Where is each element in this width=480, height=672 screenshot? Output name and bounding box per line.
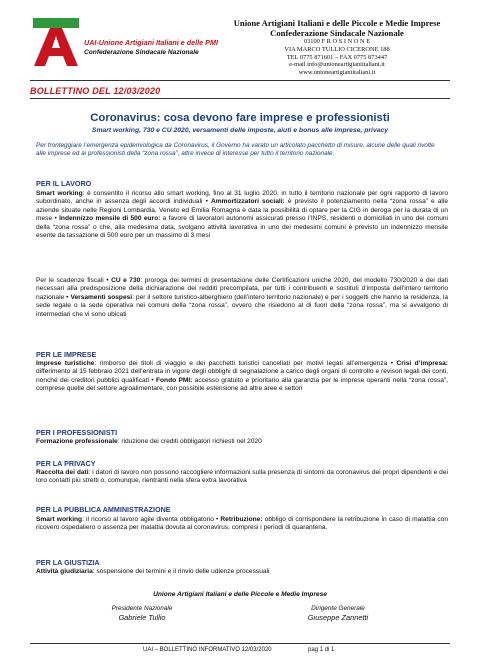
text: : il ricorso al lavoro agile diventa obbligatorio •: [82, 516, 221, 523]
section-heading-professionisti: PER I PROFESSIONISTI: [36, 428, 118, 437]
text: : i datori di lavoro non possono raccogliere informazioni sulla presenza di sintomi da coronavirus dei propri dipendenti e dei loro contatti più stretti o, comunque, rientranti nella sfera extra lavorativa: [36, 469, 448, 485]
keyword: Raccolta dei dati: [36, 469, 89, 476]
bulletin-divider: [30, 98, 450, 99]
privacy-paragraph: [36, 469, 448, 486]
org-city: 03100 F R O S I N O N E: [303, 38, 371, 45]
page-title: Coronavirus: cosa devono fare imprese e professionisti: [90, 112, 390, 124]
pa-paragraph: [36, 516, 448, 533]
org-title: Unione Artigiani Italiani e delle Piccole e Medie Imprese: [233, 18, 441, 28]
keyword: Versamenti sospesi: [70, 293, 133, 301]
section-heading-pa: PER LA PUBBLICA AMMINISTRAZIONE: [36, 505, 171, 514]
imprese-paragraph: [36, 360, 448, 394]
brand-prefix: UAI: [84, 38, 97, 47]
section-heading-privacy: PER LA PRIVACY: [36, 459, 96, 468]
text: è previsto il potenziamento nella “zona rossa” e alle aziende situate nelle Regioni Lombardia, Veneto ed Emilia Romagna è data la possibilità di optare per la CIG in deroga per la durata di un mese •: [36, 198, 449, 223]
org-address: VIA MARCO TULLIO CICERONE 188: [284, 45, 390, 53]
keyword: Indennizzo mensile di 500 euro:: [59, 215, 161, 223]
uai-logo: [30, 16, 82, 68]
brand-block: [84, 38, 218, 57]
brand-subtitle: Confederazione Sindacale Nazionale: [84, 49, 199, 56]
text: : è consentito il ricorso allo smart working, fino al 31 luglio 2020, in tutto il territorio nazionale per ogni rapporto di lavoro subordinato, anche in assenza degli accordi individuali •: [36, 190, 448, 206]
footer-divider: [30, 643, 450, 644]
text: : rimborso dei titoli di viaggio e dei pacchetti turistici cancellati per motivi legati all’emergenza •: [94, 360, 397, 367]
footer-page: pag 1 di 1: [308, 647, 335, 653]
lavoro-paragraph-2: [36, 277, 448, 319]
keyword: Fondo PMI:: [155, 376, 193, 384]
signature-left: [72, 604, 212, 622]
signature-name: Gabriele Tullio: [118, 613, 166, 622]
signature-role: Presidente Nazionale: [111, 605, 173, 612]
text: a favore di lavoratori autonomi assicurati presso l’INPS, residenti o domiciliati in uno dei comuni della “zona rossa” o che, alla medesima data, svolgano attività lavorativa in uno dei medesimi comuni è previsto un indennizzo mensile esente da tassazione di 500 euro per un massimo di 3 mesi: [36, 215, 448, 240]
keyword: CU e 730: [111, 277, 141, 284]
text: : per il settore turistico-alberghiero (dell’intero territorio nazionale) e per i soggetti che hanno la residenza, la sede legale o la sede operativa nei comuni della “zona rossa”, ovvero che risiedono al di fuori della “zona rossa”, ma si avvalgono di intermediari che vi sono ubicati: [36, 293, 449, 318]
keyword: Attività giudiziaria: [36, 568, 93, 575]
signature-org: Unione Artigiani Italiani e delle Piccole e Medie Imprese: [153, 591, 327, 598]
text: accesso gratuito e prioritario alla garanzia per le imprese operanti nella “zona rossa”, comprese quelle del settore agroalimentare, con possibile estensione ad altre aree e settori: [36, 376, 448, 393]
keyword: Smart working: [36, 190, 83, 197]
text: : sospensione dei termini e il rinvio delle udienze processuali: [92, 568, 270, 575]
signature-right: [268, 604, 408, 622]
text: obbligo di corrispondere la retribuzione in caso di malattia con ricovero ospedaliero o assenza per malattia dovuta al coronavirus, compresi i periodi di quarantena.: [36, 516, 448, 532]
text: : riduzione dei crediti obbligatori richiesti nel 2020: [117, 438, 262, 445]
org-subtitle: Confederazione Sindacale Nazionale: [270, 28, 404, 38]
keyword: Formazione professionale: [36, 438, 118, 445]
section-heading-giustizia: PER LA GIUSTIZIA: [36, 558, 100, 567]
brand-name: Unione Artigiani Italiani e delle PMI: [98, 38, 218, 47]
signature-name: Giuseppe Zannetti: [307, 613, 369, 622]
keyword: Ammortizzatori sociali:: [210, 198, 285, 206]
lavoro-paragraph-1: [36, 190, 448, 240]
intro-paragraph: Per fronteggiare l’emergenza epidemiologica da Coronavirus, il Governo ha varato un articolato pacchetto di misure, alcune delle quali rivolte alle imprese ed ai professionisti della “zona rossa”, altre invece di interesse per tutto il territorio nazionale.: [36, 142, 435, 158]
giustizia-paragraph: [36, 568, 448, 576]
keyword: Imprese turistiche: [36, 360, 95, 367]
keyword: Smart working: [36, 516, 83, 523]
page-subtitle: Smart working, 730 e CU 2020, versamenti delle imposte, aiuti e bonus alle imprese, privacy: [91, 127, 389, 134]
text: differimento al 15 febbraio 2021 dell’entrata in vigore degli obblighi di segnalazione a carico degli organi di controllo e revisori legali dei conti, nonché dei creditori pubblici qualificati •: [36, 368, 448, 384]
section-heading-lavoro: PER IL LAVORO: [36, 179, 92, 188]
org-website: www.unioneartigianiitaliani.it: [298, 69, 376, 77]
text: : proroga dei termini di presentazione delle Certificazioni uniche 2020, del modello 730/2020 e dei dati necessari alla predisposizione della dichiarazione dei redditi precompilata, per tutti i contribuenti e sostituti d’imposta dell’intero territorio nazionale •: [36, 277, 449, 301]
header-divider: [30, 80, 450, 81]
brand-sep: -: [96, 38, 99, 47]
org-phone: TEL 0775 871601 – FAX 0775 873447: [286, 53, 388, 61]
keyword: Crisi d’impresa:: [396, 360, 448, 367]
section-heading-imprese: PER LE IMPRESE: [36, 350, 97, 359]
bulletin-date: BOLLETTINO DEL 12/03/2020: [30, 86, 161, 96]
org-email: e-mail info@unioneartigianiitaliani.it: [289, 61, 385, 69]
text: Per le scadenze fiscali •: [36, 277, 112, 284]
keyword: Retribuzione:: [220, 516, 263, 523]
footer-left: UAI – BOLLETTINO INFORMATIVO 12/03/2020: [143, 647, 272, 653]
professionisti-paragraph: [36, 438, 448, 446]
org-header: [212, 18, 462, 77]
signature-role: Dirigente Generale: [311, 605, 365, 612]
